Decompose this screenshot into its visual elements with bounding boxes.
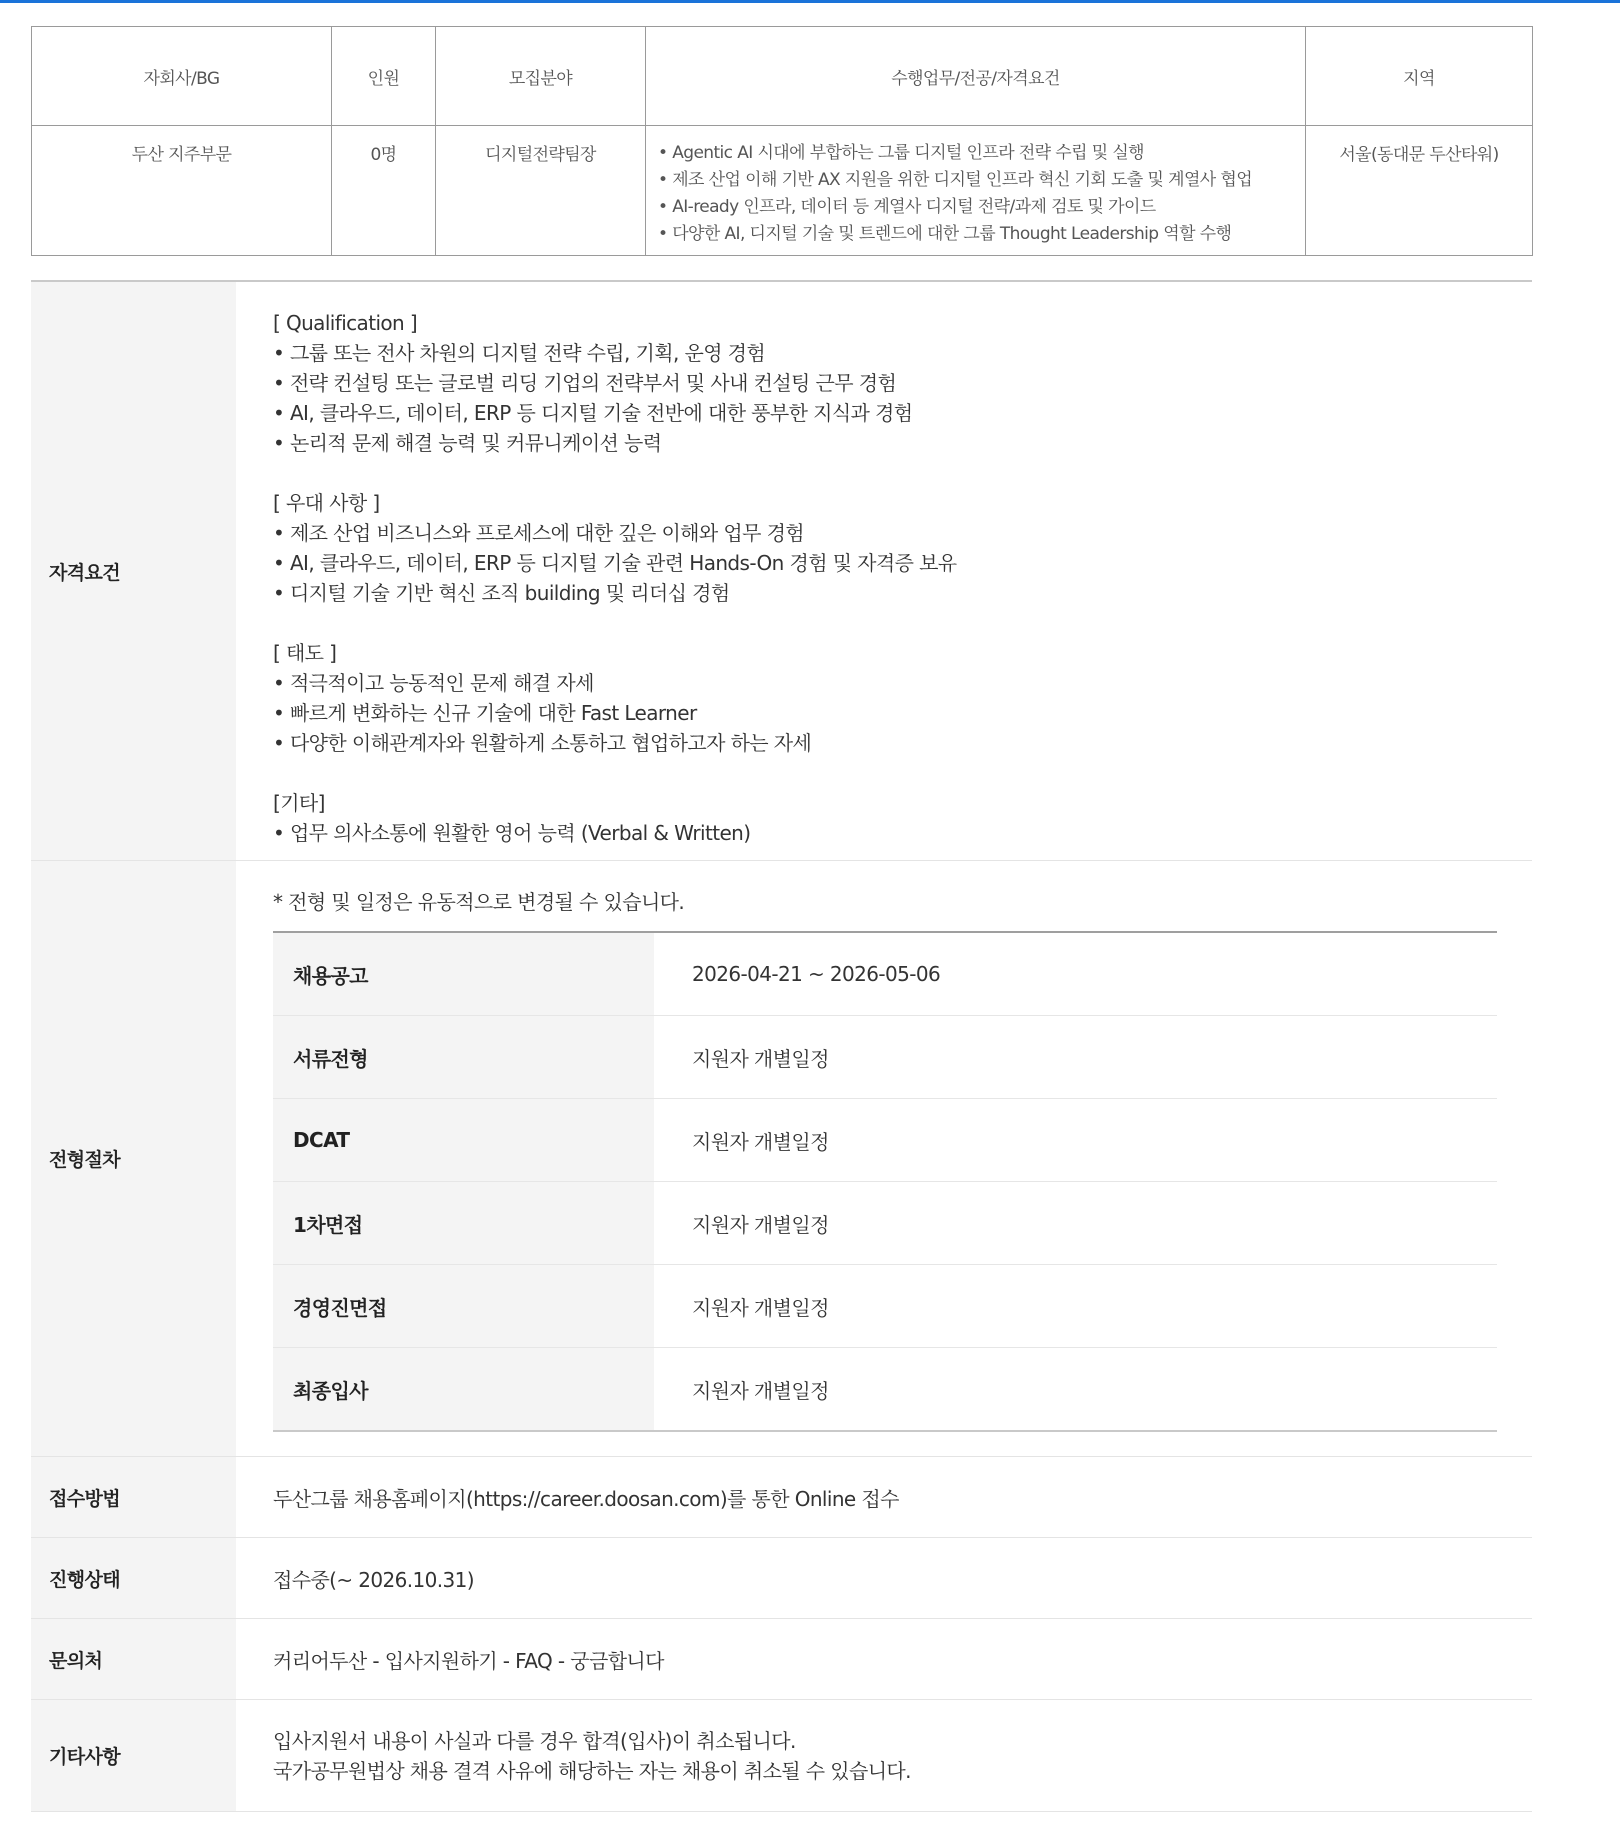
attitude-heading: [ 태도 ] [273,641,337,665]
preferred-item: • 디지털 기술 기반 혁신 조직 building 및 리더십 경험 [273,581,730,605]
qualification-item: • AI, 클라우드, 데이터, ERP 등 디지털 기술 전반에 대한 풍부한 지식과 경험 [273,401,913,425]
preferred-item: • 제조 산업 비즈니스와 프로세스에 대한 깊은 이해와 업무 경험 [273,521,805,545]
process-step-name: 경영진면접 [273,1265,654,1348]
spacer [273,458,1532,488]
contact-label: 문의처 [31,1619,236,1699]
qualification-label: 자격요건 [31,282,236,860]
etc-content [236,1700,1532,1811]
etc-line: 국가공무원법상 채용 결격 사유에 해당하는 자는 채용이 취소될 수 있습니다. [273,1758,911,1783]
status-row [31,1538,1532,1619]
process-step-name: 채용공고 [273,932,654,1016]
duty-item: • 제조 산업 이해 기반 AX 지원을 위한 디지털 인프라 혁신 기회 도출 및 계열사 협업 [658,170,1253,190]
process-step-row [273,1265,1497,1348]
etc-row [31,1700,1532,1812]
apply-method-value: 두산그룹 채용홈페이지(https://career.doosan.com)를 통한 Online 접수 [273,1486,899,1511]
process-step-row [273,1348,1497,1432]
process-step-row [273,1182,1497,1265]
header-company: 자회사/BG [32,27,332,126]
process-step-row [273,1099,1497,1182]
qualification-heading: [ Qualification ] [273,311,418,335]
process-step-schedule: 지원자 개별일정 [654,1265,1497,1348]
other-item: • 업무 의사소통에 원활한 영어 능력 (Verbal & Written) [273,821,751,845]
process-label: 전형절차 [31,861,236,1456]
process-step-schedule: 지원자 개별일정 [654,1099,1497,1182]
qualification-item: • 논리적 문제 해결 능력 및 커뮤니케이션 능력 [273,431,662,455]
process-step-schedule: 지원자 개별일정 [654,1182,1497,1265]
qualification-item: • 그룹 또는 전사 차원의 디지털 전략 수립, 기획, 운영 경험 [273,341,766,365]
process-step-name: 1차면접 [273,1182,654,1265]
process-note: * 전형 및 일정은 유동적으로 변경될 수 있습니다. [273,890,685,914]
etc-line: 입사지원서 내용이 사실과 다를 경우 합격(입사)이 취소됩니다. [273,1728,796,1753]
contact-value: 커리어두산 - 입사지원하기 - FAQ - 궁금합니다 [273,1648,664,1673]
process-step-row [273,932,1497,1016]
header-duties: 수행업무/전공/자격요건 [646,27,1306,126]
process-schedule-table [273,931,1497,1432]
top-accent-line [0,0,1620,3]
qualification-content [236,282,1532,860]
process-content [236,861,1532,1456]
process-row [31,861,1532,1457]
qualification-item: • 전략 컨설팅 또는 글로벌 리딩 기업의 전략부서 및 사내 컨설팅 근무 경험 [273,371,897,395]
header-field: 모집분야 [436,27,646,126]
header-headcount: 인원 [332,27,436,126]
attitude-item: • 적극적이고 능동적인 문제 해결 자세 [273,671,594,695]
job-table-header-row [32,27,1533,126]
cell-location: 서울(동대문 두산타워) [1306,126,1533,256]
status-value: 접수중(~ 2026.10.31) [273,1567,474,1592]
process-step-schedule: 지원자 개별일정 [654,1348,1497,1432]
process-step-row [273,1016,1497,1099]
process-step-name: 서류전형 [273,1016,654,1099]
process-step-schedule: 2026-04-21 ~ 2026-05-06 [654,932,1497,1016]
process-step-name: DCAT [273,1099,654,1182]
attitude-item: • 빠르게 변화하는 신규 기술에 대한 Fast Learner [273,701,697,725]
cell-headcount: 0명 [332,126,436,256]
qualification-row [31,282,1532,861]
header-location: 지역 [1306,27,1533,126]
cell-company: 두산 지주부문 [32,126,332,256]
preferred-heading: [ 우대 사항 ] [273,491,380,515]
etc-label: 기타사항 [31,1700,236,1811]
duty-item: • Agentic AI 시대에 부합하는 그룹 디지털 인프라 전략 수립 및 실행 [658,143,1144,163]
cell-duties [646,126,1306,256]
process-step-schedule: 지원자 개별일정 [654,1016,1497,1099]
status-label: 진행상태 [31,1538,236,1618]
apply-method-row [31,1457,1532,1538]
duty-item: • AI-ready 인프라, 데이터 등 계열사 디지털 전략/과제 검토 및 가이드 [658,197,1156,217]
duty-item: • 다양한 AI, 디지털 기술 및 트렌드에 대한 그룹 Thought Leadership 역할 수행 [658,224,1232,244]
job-table-row [32,126,1533,256]
preferred-item: • AI, 클라우드, 데이터, ERP 등 디지털 기술 관련 Hands-On 경험 및 자격증 보유 [273,551,957,575]
attitude-item: • 다양한 이해관계자와 원활하게 소통하고 협업하고자 하는 자세 [273,731,812,755]
job-detail-section [31,280,1532,1812]
process-step-name: 최종입사 [273,1348,654,1432]
spacer [273,758,1532,788]
cell-field: 디지털전략팀장 [436,126,646,256]
spacer [273,608,1532,638]
contact-row [31,1619,1532,1700]
job-posting-table [31,26,1533,256]
apply-method-label: 접수방법 [31,1457,236,1537]
other-heading: [기타] [273,791,325,815]
